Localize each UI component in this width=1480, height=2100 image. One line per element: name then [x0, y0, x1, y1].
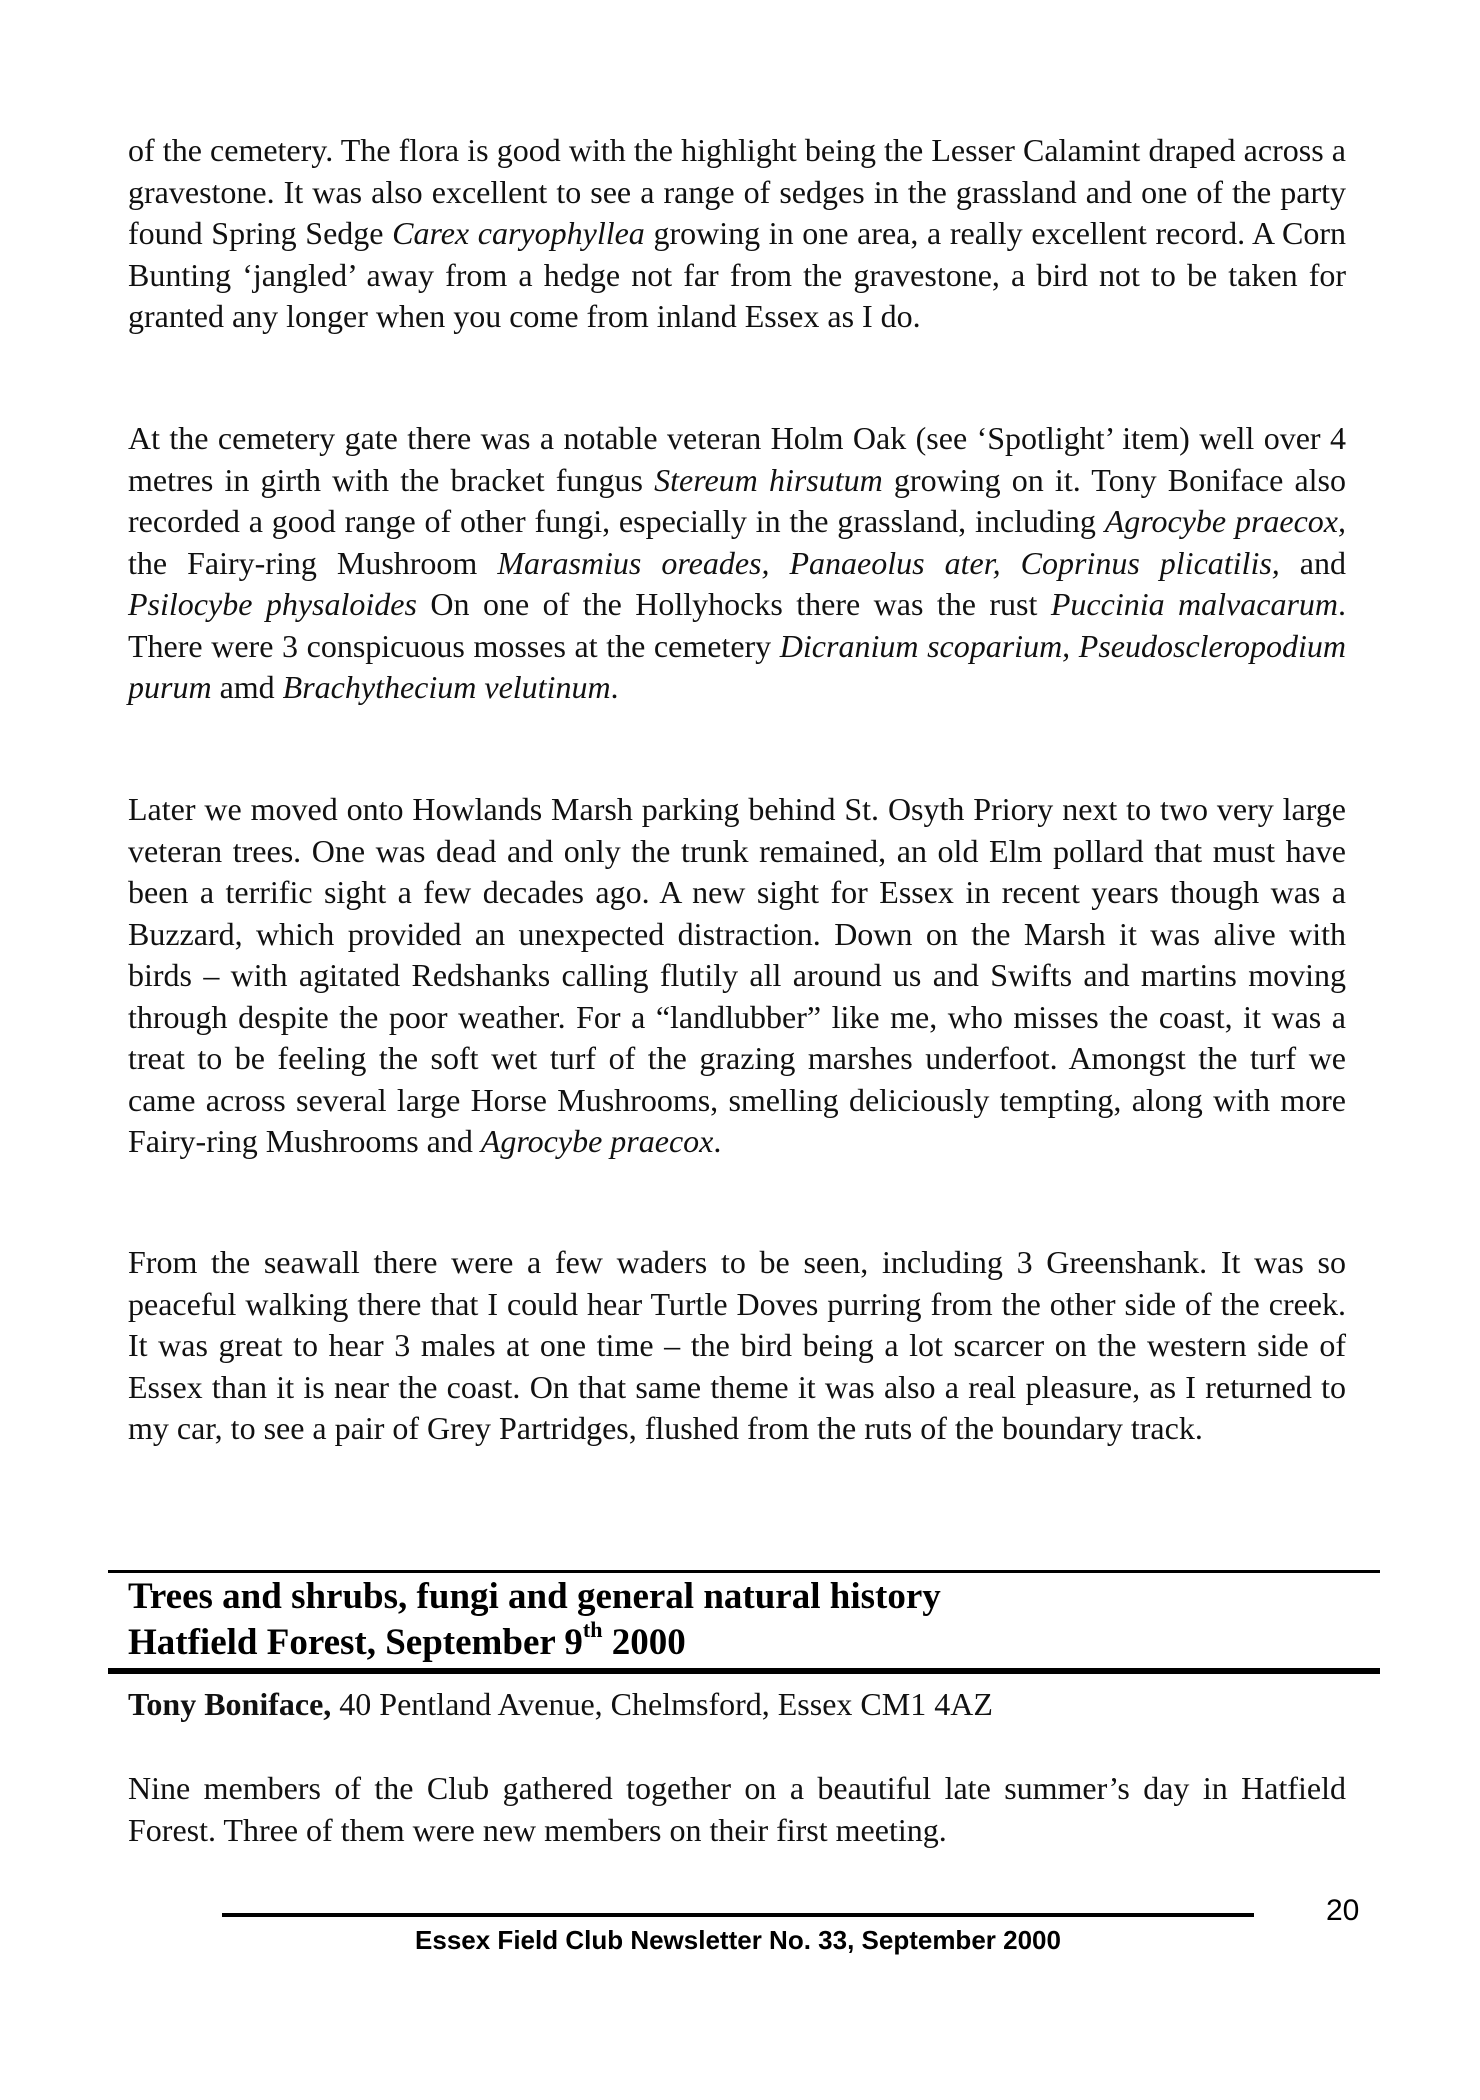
species-name: Agrocybe praecox [480, 1123, 714, 1159]
species-name: Psilocybe physaloides [128, 586, 417, 622]
text-run: growing on it. Tony Boniface also recorded a good range of other fungi, especially in the grassland, including [128, 461, 1347, 539]
species-name: Marasmius oreades, Panaeolus ater, Coprinus plicatilis, [497, 544, 1280, 581]
text-run: Later we moved onto Howlands Marsh parking behind St. Osyth Priory next to two very large veteran trees. One was dead and only the trunk remained, an old Elm pollard that must have been a terrific sight a few decades ago. A new sight for Essex in recent years though was a Buzzard, which provided an unexpected distraction. Down on the Marsh it was alive with birds – with agitated Redshanks calling flutily all around us and Swifts and martins moving through despite the poor weather. For a “landlubber” like me, who misses the coast, it was a treat to be feeling the soft wet turf of the grazing marshes underfoot. Amongst the turf we came across several large Horse Mushrooms, smelling deliciously tempting, along with more Fairy-ring Mushrooms and [128, 791, 1346, 1159]
author-address: 40 Pentland Avenue, Chelmsford, Essex CM1 4AZ [331, 1686, 993, 1722]
footer-rule [222, 1913, 1254, 1917]
section-rule-bottom [108, 1668, 1380, 1674]
text-run: . [713, 1123, 722, 1159]
text-run: . [610, 669, 619, 705]
text-run: . There were 3 conspicuous mosses at the cemetery [128, 586, 1347, 664]
section-title-line-1: Trees and shrubs, fungi and general natural history [128, 1576, 941, 1617]
section-heading [128, 1574, 1368, 1666]
text-run: of the cemetery. The flora is good with the highlight being the Lesser Calamint draped across a gravestone. It was also excellent to see a range of sedges in the grassland and one of the party found Spring Sedge [128, 132, 1346, 251]
page-number: 20 [1326, 1894, 1360, 1927]
paragraph-holm-oak-fungi [128, 418, 1346, 709]
species-name: Carex caryophyllea [392, 215, 645, 251]
species-name: Dicranium scoparium, Pseudoscleropodium purum [128, 627, 1347, 705]
paragraph-seawall [128, 1242, 1346, 1450]
section-rule-top [108, 1570, 1380, 1573]
text-run: amd [211, 669, 283, 705]
paragraph-cemetery-flora [128, 130, 1346, 338]
text-run: On one of the Hollyhocks there was the rust [416, 586, 1051, 622]
section-title-year: 2000 [602, 1622, 686, 1663]
text-run: the Fairy-ring Mushroom [128, 544, 498, 581]
paragraph-howlands-marsh [128, 789, 1346, 1163]
species-name: Puccinia malvacarum [1050, 586, 1339, 622]
section-title-line-2 [128, 1616, 1368, 1666]
footer-newsletter-title: Essex Field Club Newsletter No. 33, September 2000 [415, 1925, 1061, 1955]
text-run: At the cemetery gate there was a notable veteran Holm Oak (see ‘Spotlight’ item) well over 4 metres in girth with the bracket fungus [128, 420, 1346, 498]
species-name: Agrocybe praecox, [1104, 503, 1347, 539]
text-run: growing in one area, a really excellent record. A Corn Bunting ‘jangled’ away from a hedge not far from the gravestone, a bird not to be taken for granted any longer when you come from inland Essex as I do. [128, 215, 1347, 334]
species-name: Stereum hirsutum [654, 461, 883, 498]
text-run: From the seawall there were a few waders to be seen, including 3 Greenshank. It was so peaceful walking there that I could hear Turtle Doves purring from the other side of the creek. It was great to hear 3 males at one time – the bird being a lot scarcer on the western side of Essex than it is near the coast. On that same theme it was also a real pleasure, as I returned to my car, to see a pair of Grey Partridges, flushed from the ruts of the boundary track. [128, 1244, 1346, 1446]
section-intro-paragraph: Nine members of the Club gathered together on a beautiful late summer’s day in Hatfield Forest. Three of them were new members on their first meeting. [128, 1770, 1346, 1848]
author-name: Tony Boniface, [128, 1686, 332, 1722]
text-run: and [1279, 544, 1347, 581]
species-name: Brachythecium velutinum [282, 669, 611, 705]
ordinal-suffix: th [582, 1616, 603, 1642]
section-title-place-date: Hatfield Forest, September 9 [128, 1622, 583, 1663]
author-line [128, 1684, 993, 1726]
